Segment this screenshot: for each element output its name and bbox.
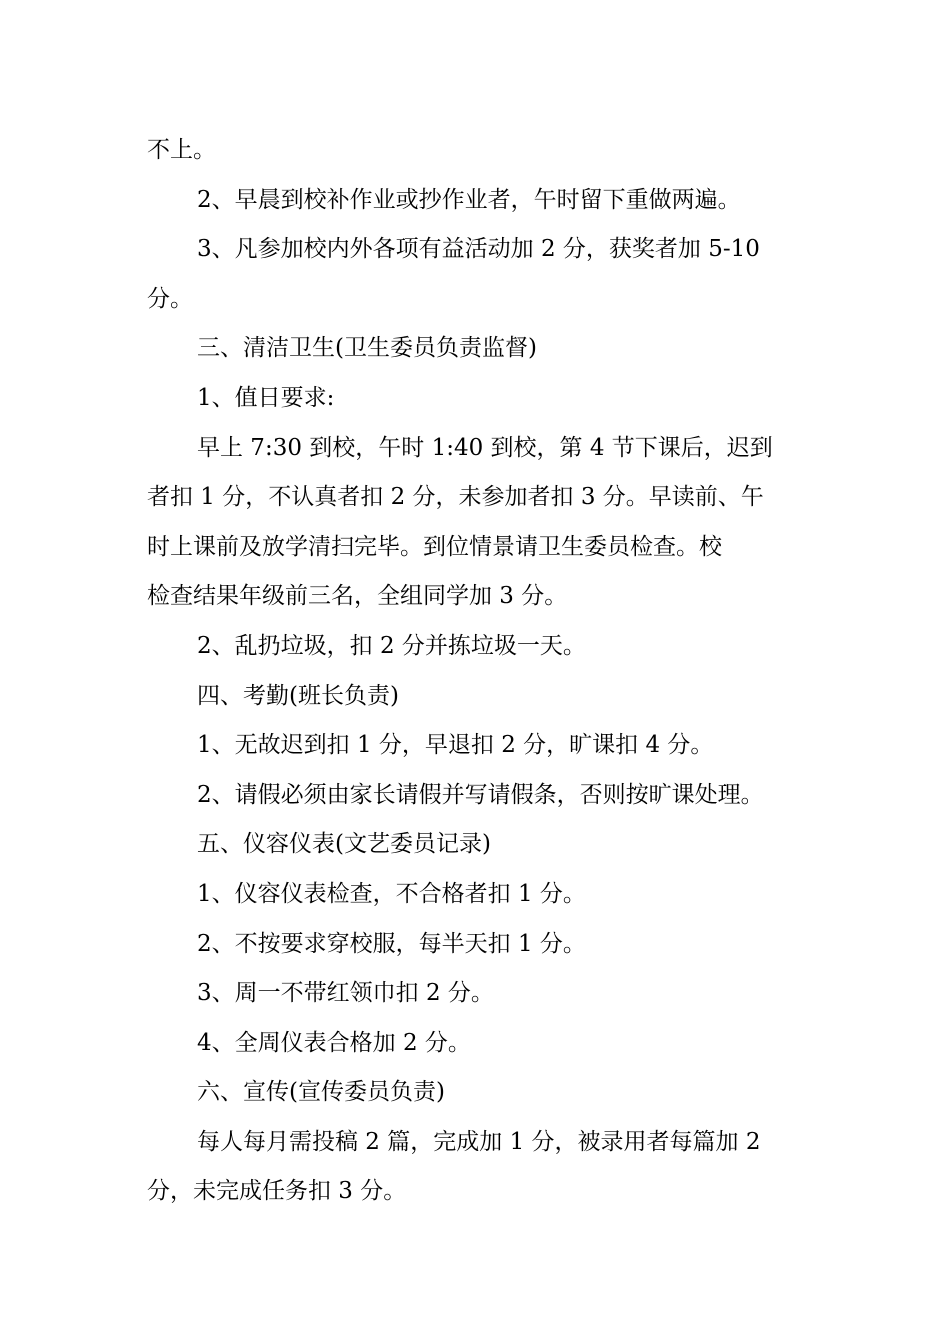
text-line: 3、凡参加校内外各项有益活动加 2 分，获奖者加 5-10 <box>197 236 760 263</box>
text-line: 2、请假必须由家长请假并写请假条，否则按旷课处理。 <box>197 781 764 808</box>
text-line: 分，未完成任务扣 3 分。 <box>147 1178 407 1205</box>
text-line: 3、周一不带红领巾扣 2 分。 <box>197 980 494 1007</box>
text-line: 1、仪容仪表检查，不合格者扣 1 分。 <box>197 880 586 907</box>
text-line: 2、不按要求穿校服，每半天扣 1 分。 <box>197 930 586 957</box>
text-line: 每人每月需投稿 2 篇，完成加 1 分，被录用者每篇加 2 <box>197 1128 761 1155</box>
text-line: 4、全周仪表合格加 2 分。 <box>197 1029 471 1056</box>
text-line: 分。 <box>147 285 193 312</box>
text-line: 1、无故迟到扣 1 分，早退扣 2 分，旷课扣 4 分。 <box>197 732 714 759</box>
text-line: 不上。 <box>147 137 216 163</box>
text-line: 检查结果年级前三名，全组同学加 3 分。 <box>147 583 568 610</box>
section-heading: 三、清洁卫生(卫生委员负责监督) <box>197 335 537 362</box>
section-heading: 六、宣传(宣传委员负责) <box>197 1079 445 1106</box>
text-line: 时上课前及放学清扫完毕。到位情景请卫生委员检查。校 <box>147 533 722 560</box>
document-body <box>147 126 807 1217</box>
text-line: 早上 7:30 到校，午时 1:40 到校，第 4 节下课后，迟到 <box>197 434 773 461</box>
text-line: 2、早晨到校补作业或抄作业者，午时留下重做两遍。 <box>197 186 741 213</box>
text-line: 2、乱扔垃圾，扣 2 分并拣垃圾一天。 <box>197 632 586 659</box>
section-heading: 五、仪容仪表(文艺委员记录) <box>197 831 491 858</box>
section-heading: 四、考勤(班长负责) <box>197 682 399 709</box>
text-line: 1、值日要求: <box>197 384 335 411</box>
text-line: 者扣 1 分，不认真者扣 2 分，未参加者扣 3 分。早读前、午 <box>147 484 764 511</box>
